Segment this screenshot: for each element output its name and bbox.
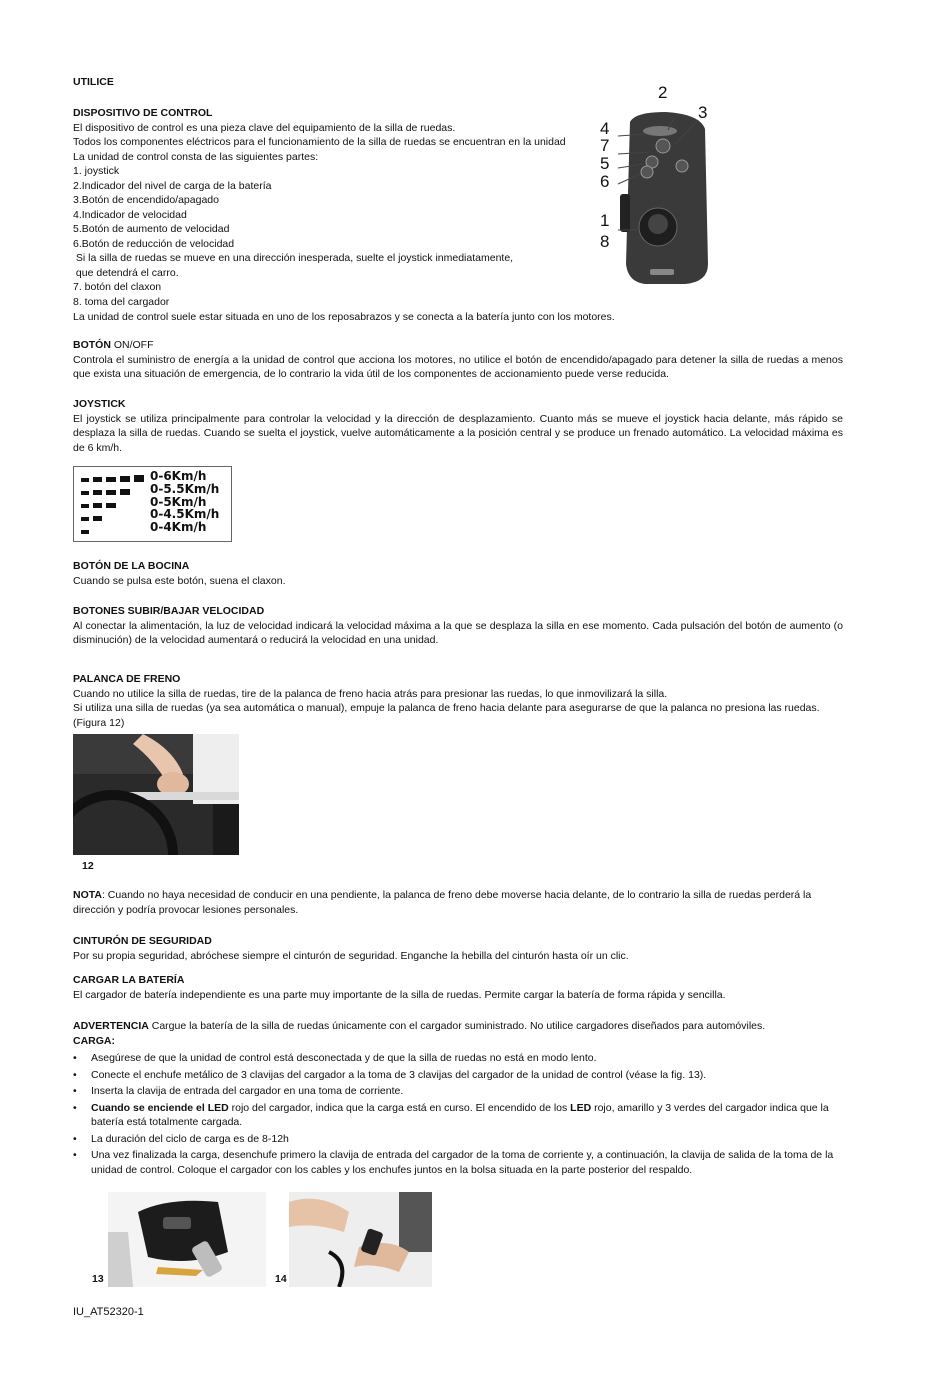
fig12-label: 12 <box>82 860 94 872</box>
joystick-heading: JOYSTICK <box>73 398 126 410</box>
speed-bars-illustration <box>77 471 147 537</box>
bateria-section <box>73 973 843 1002</box>
carga-item: • Una vez finalizada la carga, desenchufe primero la clavija de entrada del cargador de la toma de corriente y, a continuación, la clavija de salida de la toma de la unidad de control. Coloque el cargador con los cables y los enchufes juntos en la bolsa situada en la parte posterior del respaldo. <box>73 1148 838 1177</box>
bateria-heading: CARGAR LA BATERÍA <box>73 974 185 986</box>
control-line: Si la silla de ruedas se mueve en una dirección inesperada, suelte el joystick inmediatamente, <box>73 252 514 264</box>
footer-code: IU_AT52320-1 <box>73 1306 144 1318</box>
carga-item <box>73 1101 838 1130</box>
figure-label: 3 <box>698 103 708 122</box>
control-line: 5.Botón de aumento de velocidad <box>73 223 230 235</box>
control-section <box>73 106 593 309</box>
carga-item: • Asegúrese de que la unidad de control está desconectada y de que la silla de ruedas no está en modo lento. <box>73 1051 838 1066</box>
cinturon-heading: CINTURÓN DE SEGURIDAD <box>73 935 212 947</box>
control-location-text: La unidad de control suele estar situada en uno de los reposabrazos y se conecta a la batería junto con los motores. <box>73 311 615 323</box>
velocidad-heading: BOTONES SUBIR/BAJAR VELOCIDAD <box>73 605 265 617</box>
velocidad-section <box>73 604 843 648</box>
fig13-label: 13 <box>92 1273 104 1285</box>
control-line: 1. joystick <box>73 165 120 177</box>
speed-label: 0-4Km/h <box>150 520 207 535</box>
freno-line2: Si utiliza una silla de ruedas (ya sea automática o manual), empuje la palanca de freno hacia delante para asegurarse de que la palanca no presiona las ruedas. (Figura 12) <box>73 702 820 729</box>
section-title-utilice: UTILICE <box>73 76 114 88</box>
cinturon-section <box>73 934 843 963</box>
nota-text <box>73 888 848 917</box>
onoff-section <box>73 338 843 382</box>
carga-heading: CARGA: <box>73 1035 115 1047</box>
brake-lever-illustration <box>73 734 239 855</box>
control-line: 3.Botón de encendido/apagado <box>73 194 219 206</box>
speed-label: 0-5Km/h <box>150 494 207 509</box>
speed-indicator-figure <box>73 466 232 542</box>
control-line: que detendrá el carro. <box>73 266 179 279</box>
nota-rest: : Cuando no haya necesidad de conducir en una pendiente, la palanca de freno debe moverse hacia delante, de lo contrario la silla de ruedas perderá la dirección y podría provocar lesiones personales. <box>73 889 812 916</box>
control-line: La unidad de control consta de las siguientes partes: <box>73 150 319 163</box>
charger-plug-illustration <box>289 1192 432 1287</box>
charger-socket-photo <box>108 1192 266 1287</box>
control-unit-figure <box>590 84 720 289</box>
bateria-text: El cargador de batería independiente es una parte muy importante de la silla de ruedas. Permite cargar la batería de forma rápida y sencilla. <box>73 988 726 1001</box>
carga-led-end: rojo, amarillo y 3 verdes del cargador indica que la batería está totalmente cargada. <box>91 1101 829 1128</box>
figure-label: 7 <box>600 136 610 155</box>
fig14-label: 14 <box>275 1273 287 1285</box>
figure-label: 1 <box>600 211 610 230</box>
carga-item: • Inserta la clavija de entrada del cargador en una toma de corriente. <box>73 1084 838 1099</box>
onoff-heading-bold: BOTÓN <box>73 339 111 351</box>
onoff-heading <box>73 338 843 353</box>
figure-label: 5 <box>600 154 610 173</box>
control-line: 4.Indicador de velocidad <box>73 208 187 221</box>
onoff-text: Controla el suministro de energía a la unidad de control que acciona los motores, no utilice el botón de encendido/apagado para detener la silla de ruedas a menos que exista una situación de emergencia, de lo contrario la vida útil de los componentes de accionamiento puede verse reducida. <box>73 353 843 380</box>
figure-label: 8 <box>600 232 610 251</box>
control-line: 7. botón del claxon <box>73 281 162 293</box>
speed-list <box>150 470 219 534</box>
control-heading: DISPOSITIVO DE CONTROL <box>73 107 213 119</box>
freno-section <box>73 672 848 730</box>
speed-label: 0-4.5Km/h <box>150 507 220 522</box>
control-line: Todos los componentes eléctricos para el funcionamiento de la silla de ruedas se encuentran en la unidad <box>73 136 566 148</box>
onoff-heading-rest: ON/OFF <box>110 339 154 351</box>
carga-led-word: LED <box>570 1101 592 1114</box>
figure-label: 6 <box>600 172 610 191</box>
carga-led-bold: Cuando se enciende el LED <box>91 1101 229 1114</box>
advertencia-rest: Cargue la batería de la silla de ruedas únicamente con el cargador suministrado. No utilice cargadores diseñados para automóviles. <box>148 1020 766 1032</box>
control-line: 8. toma del cargador <box>73 295 170 308</box>
cinturon-text: Por su propia seguridad, abróchese siempre el cinturón de seguridad. Enganche la hebilla del cinturón hasta oír un clic. <box>73 949 629 962</box>
freno-heading: PALANCA DE FRENO <box>73 673 181 685</box>
velocidad-text: Al conectar la alimentación, la luz de velocidad indicará la velocidad máxima a la que se desplaza la silla en ese momento. Cada pulsación del botón de aumento (o disminución) de la velocidad aumentará o reducirá la velocidad en una unidad. <box>73 619 843 646</box>
carga-list <box>73 1051 838 1179</box>
figure-label: 4 <box>600 119 610 138</box>
bocina-heading: BOTÓN DE LA BOCINA <box>73 560 190 572</box>
control-line: El dispositivo de control es una pieza clave del equipamiento de la silla de ruedas. <box>73 121 456 134</box>
bocina-text: Cuando se pulsa este botón, suena el claxon. <box>73 574 286 587</box>
control-line: 6.Botón de reducción de velocidad <box>73 237 235 250</box>
bocina-section <box>73 559 843 588</box>
speed-label: 0-5.5Km/h <box>150 481 220 496</box>
carga-item: • Conecte el enchufe metálico de 3 clavijas del cargador a la toma de 3 clavijas del cargador de la unidad de control (véase la fig. 13). <box>73 1068 838 1083</box>
figure-label: 2 <box>658 83 668 102</box>
charger-socket-illustration <box>108 1192 266 1287</box>
advertencia-text <box>73 1019 843 1034</box>
joystick-text: El joystick se utiliza principalmente para controlar la velocidad y la dirección de desplazamiento. Cuanto más se mueve el joystick hacia delante, más rápido se desplaza la silla de ruedas. Cuando se suelta el joystick, vuelve automáticamente a la posición central y se produce un frenado automático. La velocidad máxima es de 6 km/h. <box>73 412 843 454</box>
advertencia-bold: ADVERTENCIA <box>73 1020 149 1032</box>
nota-bold: NOTA <box>73 889 102 901</box>
carga-item: • La duración del ciclo de carga es de 8-12h <box>73 1132 838 1147</box>
speed-label: 0-6Km/h <box>150 469 207 483</box>
control-line: 2.Indicador del nivel de carga de la batería <box>73 179 272 192</box>
freno-line1: Cuando no utilice la silla de ruedas, tire de la palanca de freno hacia atrás para presionar las ruedas, lo que inmovilizará la silla. <box>73 687 668 700</box>
carga-led-mid: rojo del cargador, indica que la carga está en curso. El encendido de los <box>228 1101 571 1114</box>
joystick-section <box>73 397 843 455</box>
brake-lever-photo <box>73 734 239 855</box>
charger-plug-photo <box>289 1192 432 1287</box>
